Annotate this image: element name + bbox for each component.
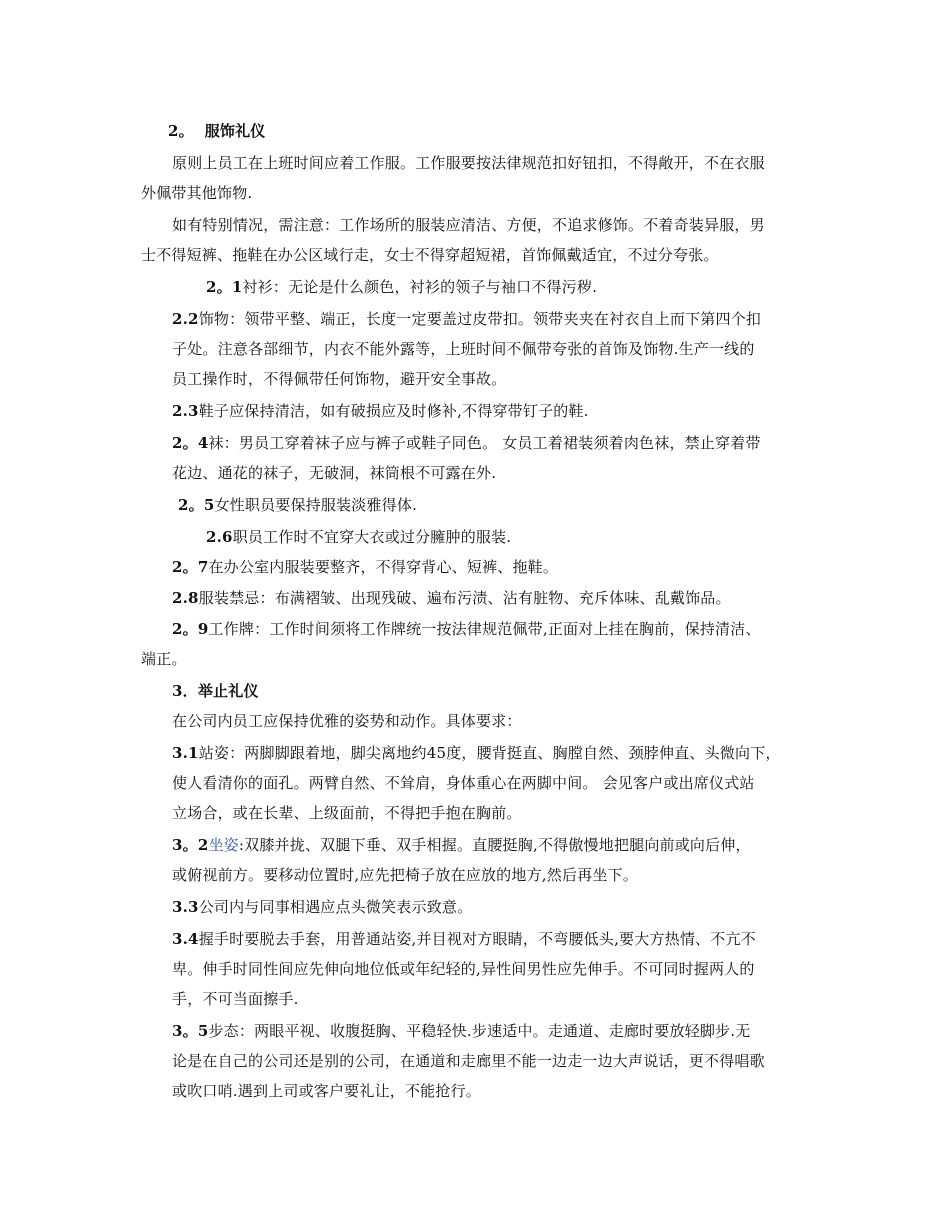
- section-number: 2。: [168, 122, 194, 140]
- paragraph-line: 子处。注意各部细节，内衣不能外露等，上班时间不佩带夸张的首饰及饰物.生产一线的: [172, 340, 755, 358]
- list-item: [172, 557, 558, 577]
- item-text: 工作牌：工作时间须将工作牌统一按法律规范佩带,正面对上挂在胸前，保持清洁、: [208, 620, 761, 638]
- paragraph-line: 端正。: [141, 650, 187, 668]
- paragraph-line: 在公司内员工应保持优雅的姿势和动作。具体要求：: [172, 712, 522, 730]
- item-number: 2。9: [172, 620, 209, 638]
- item-number: 2.2: [172, 310, 199, 328]
- section-3-heading: [172, 681, 259, 701]
- section-number: 3．: [172, 682, 198, 700]
- paragraph-line: 或俯视前方。要移动位置时,应先把椅子放在应放的地方,然后再坐下。: [172, 866, 638, 884]
- section-title: 举止礼仪: [197, 682, 259, 700]
- list-item: [206, 277, 597, 297]
- item-text: :双膝并拢、双腿下垂、双手相握。直腰挺胸,不得傲慢地把腿向前或向后伸，: [238, 836, 751, 854]
- list-item: [172, 835, 751, 855]
- list-item: [172, 401, 589, 421]
- list-item: [178, 495, 417, 515]
- paragraph-line: 卑。伸手时同性间应先伸向地位低或年纪轻的,异性间男性应先伸手。不可同时握两人的: [172, 960, 755, 978]
- item-number: 2.8: [172, 589, 199, 607]
- item-number: 3。2: [172, 836, 209, 854]
- section-title: 服饰礼仪: [204, 122, 266, 140]
- list-item: [172, 929, 756, 949]
- list-item: [172, 619, 761, 639]
- item-text: 饰物：领带平整、端正，长度一定要盖过皮带扣。领带夹夹在衬衣自上而下第四个扣: [198, 310, 762, 328]
- list-item: [172, 309, 761, 329]
- item-number: 2.3: [172, 402, 199, 420]
- item-number: 3.3: [172, 898, 199, 916]
- paragraph-line: 花边、通花的袜子，无破洞，袜筒根不可露在外.: [172, 464, 497, 482]
- list-item: [172, 743, 781, 763]
- paragraph-line: 原则上员工在上班时间应着工作服。工作服要按法律规范扣好钮扣，不得敞开，不在衣服: [172, 154, 765, 172]
- paragraph-line: 论是在自己的公司还是别的公司，在通道和走廊里不能一边走一边大声说话，更不得唱歌: [172, 1052, 765, 1070]
- list-item: [172, 433, 761, 453]
- item-text: 职员工作时不宜穿大衣或过分臃肿的服装.: [232, 528, 512, 546]
- paragraph-line: 如有特别情况，需注意：工作场所的服装应清洁、方便，不追求修饰。不着奇装异服，男: [172, 216, 765, 234]
- paragraph-line: 或吹口哨.遇到上司或客户要礼让，不能抢行。: [172, 1082, 481, 1100]
- item-number: 2.6: [206, 528, 233, 546]
- item-text: 袜：男员工穿着袜子应与裤子或鞋子同色。 女员工着裙装须着肉色袜，禁止穿着带: [208, 434, 761, 452]
- item-text: 在办公室内服装要整齐，不得穿背心、短裤、拖鞋。: [208, 558, 559, 576]
- item-text: 鞋子应保持清洁，如有破损应及时修补,不得穿带钉子的鞋.: [198, 402, 589, 420]
- item-number: 2。5: [178, 496, 215, 514]
- item-number: 3。5: [172, 1022, 209, 1040]
- paragraph-line: 员工操作时，不得佩带任何饰物，避开安全事故。: [172, 370, 507, 388]
- list-item: [206, 527, 511, 547]
- paragraph-line: 使人看清你的面孔。两臂自然、不耸肩，身体重心在两脚中间。 会见客户或出席仪式站: [172, 774, 755, 792]
- item-number: 2。1: [206, 278, 243, 296]
- item-number: 3.4: [172, 930, 199, 948]
- paragraph-line: 外佩带其他饰物.: [141, 184, 253, 202]
- item-number: 3.1: [172, 744, 199, 762]
- list-item: [172, 1021, 750, 1041]
- item-text: 步态：两眼平视、收腹挺胸、平稳轻快.步速适中。走通道、走廊时要放轻脚步.无: [208, 1022, 751, 1040]
- item-text: 公司内与同事相遇应点头微笑表示致意。: [198, 898, 473, 916]
- list-item: [172, 897, 472, 917]
- sitting-posture-link[interactable]: 坐姿: [208, 836, 239, 854]
- item-text: 衬衫：无论是什么颜色，衬衫的领子与袖口不得污秽.: [242, 278, 598, 296]
- item-text: 服装禁忌：布满褶皱、出现残破、遍布污渍、沾有脏物、充斥体味、乱戴饰品。: [198, 589, 731, 607]
- item-number: 2。4: [172, 434, 209, 452]
- item-number: 2。7: [172, 558, 209, 576]
- item-text: 站姿：两脚脚跟着地，脚尖离地约45度，腰背挺直、胸膛自然、颈脖伸直、头微向下，: [198, 744, 781, 762]
- item-text: 女性职员要保持服装淡雅得体.: [214, 496, 418, 514]
- list-item: [172, 588, 731, 608]
- paragraph-line: 手，不可当面擦手.: [172, 990, 299, 1008]
- section-2-heading: [168, 121, 266, 141]
- paragraph-line: 立场合，或在长辈、上级面前，不得把手抱在胸前。: [172, 804, 522, 822]
- paragraph-line: 士不得短裤、拖鞋在办公区域行走，女士不得穿超短裙，首饰佩戴适宜，不过分夸张。: [141, 246, 719, 264]
- item-text: 握手时要脱去手套，用普通站姿,并目视对方眼睛，不弯腰低头,要大方热情、不亢不: [198, 930, 756, 948]
